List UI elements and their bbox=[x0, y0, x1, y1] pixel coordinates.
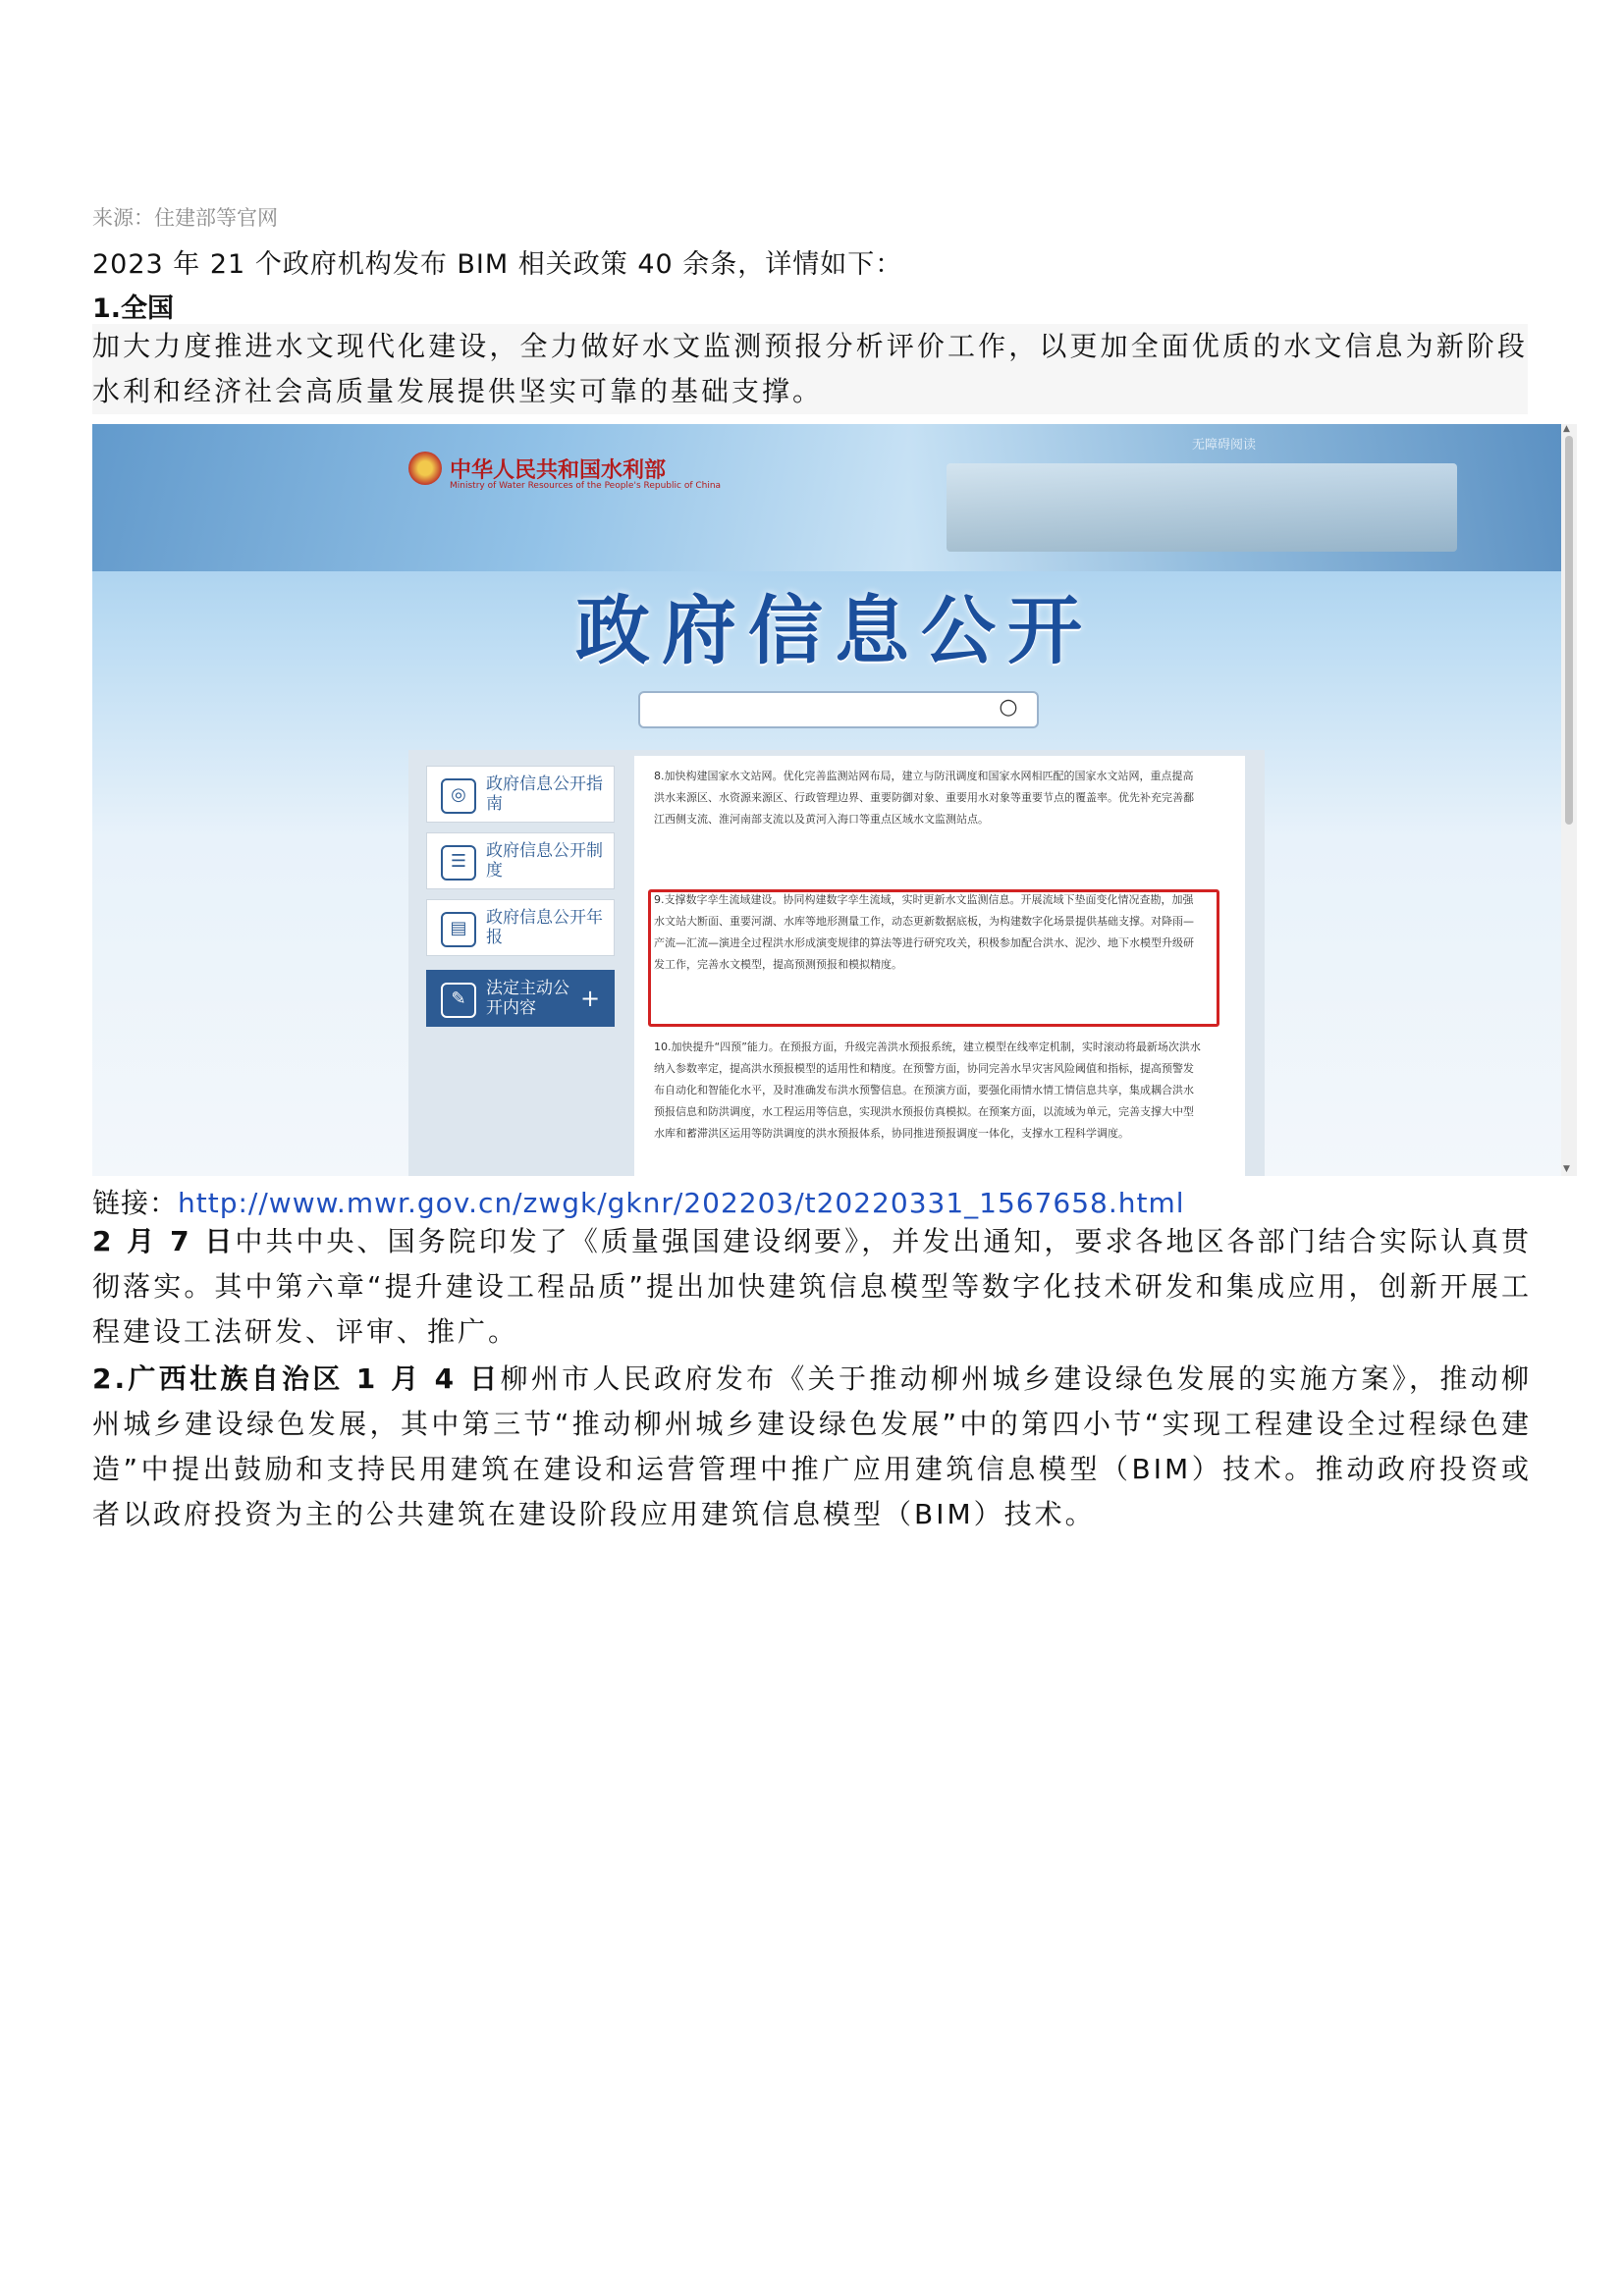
expand-plus-icon[interactable]: + bbox=[580, 985, 601, 1012]
para-quality-outline bbox=[92, 1219, 1532, 1355]
para-guangxi bbox=[92, 1357, 1532, 1537]
ministry-name: 中华人民共和国水利部 bbox=[450, 458, 667, 483]
document-icon: ▤ bbox=[441, 912, 476, 947]
menu-item-statutory-content[interactable] bbox=[426, 970, 615, 1027]
para2-text: 中共中央、国务院印发了《质量强国建设纲要》，并发出通知，要求各地区各部门结合实际认真贯彻落实。其中第六章“提升建设工程品质”提出加快建筑信息模型等数字化技术研发和集成应用，创新开展工程建设工法研发、评审、推广。 bbox=[92, 1225, 1532, 1348]
compass-icon: ◎ bbox=[441, 778, 476, 814]
intro-line: 2023 年 21 个政府机构发布 BIM 相关政策 40 余条，详情如下： bbox=[92, 249, 903, 280]
dam-image bbox=[947, 463, 1457, 552]
menu-item-label: 政府信息公开制度 bbox=[486, 841, 603, 881]
menu-item-annual-report[interactable] bbox=[426, 899, 615, 956]
scroll-down-icon[interactable]: ▼ bbox=[1563, 1164, 1570, 1174]
ministry-name-en: Ministry of Water Resources of the People's Republic of China bbox=[450, 481, 722, 491]
menu-item-label: 法定主动公开内容 bbox=[486, 979, 569, 1018]
link-label: 链接： bbox=[92, 1187, 179, 1219]
content-paragraph-10: 10.加快提升“四预”能力。在预报方面，升级完善洪水预报系统，建立模型在线率定机制，实时滚动将最新场次洪水纳入参数率定，提高洪水预报模型的适用性和精度。在预警方面，协同完善水旱灾害风险阈值和指标，提高预警发布自动化和智能化水平，及时准确发布洪水预警信息。在预演方面，要强化雨情水情工情信息共享，集成耦合洪水预报信息和防洪调度，水工程运用等信息，实现洪水预报仿真模拟。在预案方面，以流域为单元，完善支撑大中型水库和蓄滞洪区运用等防洪调度的洪水预报体系，协同推进预报调度一体化，支撑水工程科学调度。 bbox=[654, 1041, 1201, 1140]
clipboard-icon: ✎ bbox=[441, 983, 476, 1018]
page-title: 政府信息公开 bbox=[575, 587, 1094, 674]
menu-item-label: 政府信息公开指南 bbox=[486, 774, 603, 814]
highlight-box bbox=[648, 889, 1219, 1027]
accessibility-link[interactable]: 无障碍阅读 bbox=[1192, 438, 1257, 453]
search-icon[interactable]: ○ bbox=[999, 695, 1018, 720]
list-icon: ☰ bbox=[441, 845, 476, 881]
para2-date: 2 月 7 日 bbox=[92, 1225, 236, 1257]
content-paragraph-8: 8.加快构建国家水文站网。优化完善监测站网布局，建立与防汛调度和国家水网相匹配的国家水文站网，重点提高洪水来源区、水资源来源区、行政管理边界、重要防御对象、重要用水对象等重要节点的覆盖率。优先补充完善鄱江西侧支流、淮河南部支流以及黄河入海口等重点区域水文监测站点。 bbox=[654, 770, 1194, 826]
scroll-up-icon[interactable]: ▲ bbox=[1563, 424, 1570, 434]
link-line bbox=[92, 1182, 1185, 1221]
source-line: 来源：住建部等官网 bbox=[92, 206, 278, 230]
source-link[interactable]: http://www.mwr.gov.cn/zwgk/gknr/202203/t20220331_1567658.html bbox=[178, 1187, 1185, 1219]
scrollbar-thumb[interactable] bbox=[1565, 436, 1573, 825]
section1-paragraph: 加大力度推进水文现代化建设，全力做好水文监测预报分析评价工作，以更加全面优质的水文信息为新阶段水利和经济社会高质量发展提供坚实可靠的基础支撑。 bbox=[92, 324, 1528, 414]
national-emblem-icon bbox=[408, 452, 442, 485]
embedded-screenshot bbox=[92, 424, 1577, 1176]
section-heading-national: 1.全国 bbox=[92, 294, 175, 324]
section-heading-guangxi: 2.广西壮族自治区 bbox=[92, 1362, 344, 1395]
section2-date: 1 月 4 日 bbox=[343, 1362, 501, 1395]
menu-item-rules[interactable] bbox=[426, 832, 615, 889]
menu-item-guide[interactable] bbox=[426, 766, 615, 823]
menu-item-label: 政府信息公开年报 bbox=[486, 908, 603, 947]
section2-text: 柳州市人民政府发布《关于推动柳州城乡建设绿色发展的实施方案》，推动柳州城乡建设绿色发展，其中第三节“推动柳州城乡建设绿色发展”中的第四小节“实现工程建设全过程绿色建造”中提出鼓励和支持民用建筑在建设和运营管理中推广应用建筑信息模型（BIM）技术。推动政府投资或者以政府投资为主的公共建筑在建设阶段应用建筑信息模型（BIM）技术。 bbox=[92, 1362, 1532, 1530]
content-paragraph-9: 9.支撑数字孪生流域建设。协同构建数字孪生流域，实时更新水文监测信息。开展流域下垫面变化情况查勘，加强水文站大断面、重要河湖、水库等地形测量工作，动态更新数据底板，为构建数字化场景提供基础支撑。对降雨—产流—汇流—演进全过程洪水形成演变规律的算法等进行研究攻关，积极参加配合洪水、泥沙、地下水模型升级研发工作，完善水文模型，提高预测预报和模拟精度。 bbox=[654, 893, 1194, 971]
search-input[interactable] bbox=[638, 691, 1039, 728]
